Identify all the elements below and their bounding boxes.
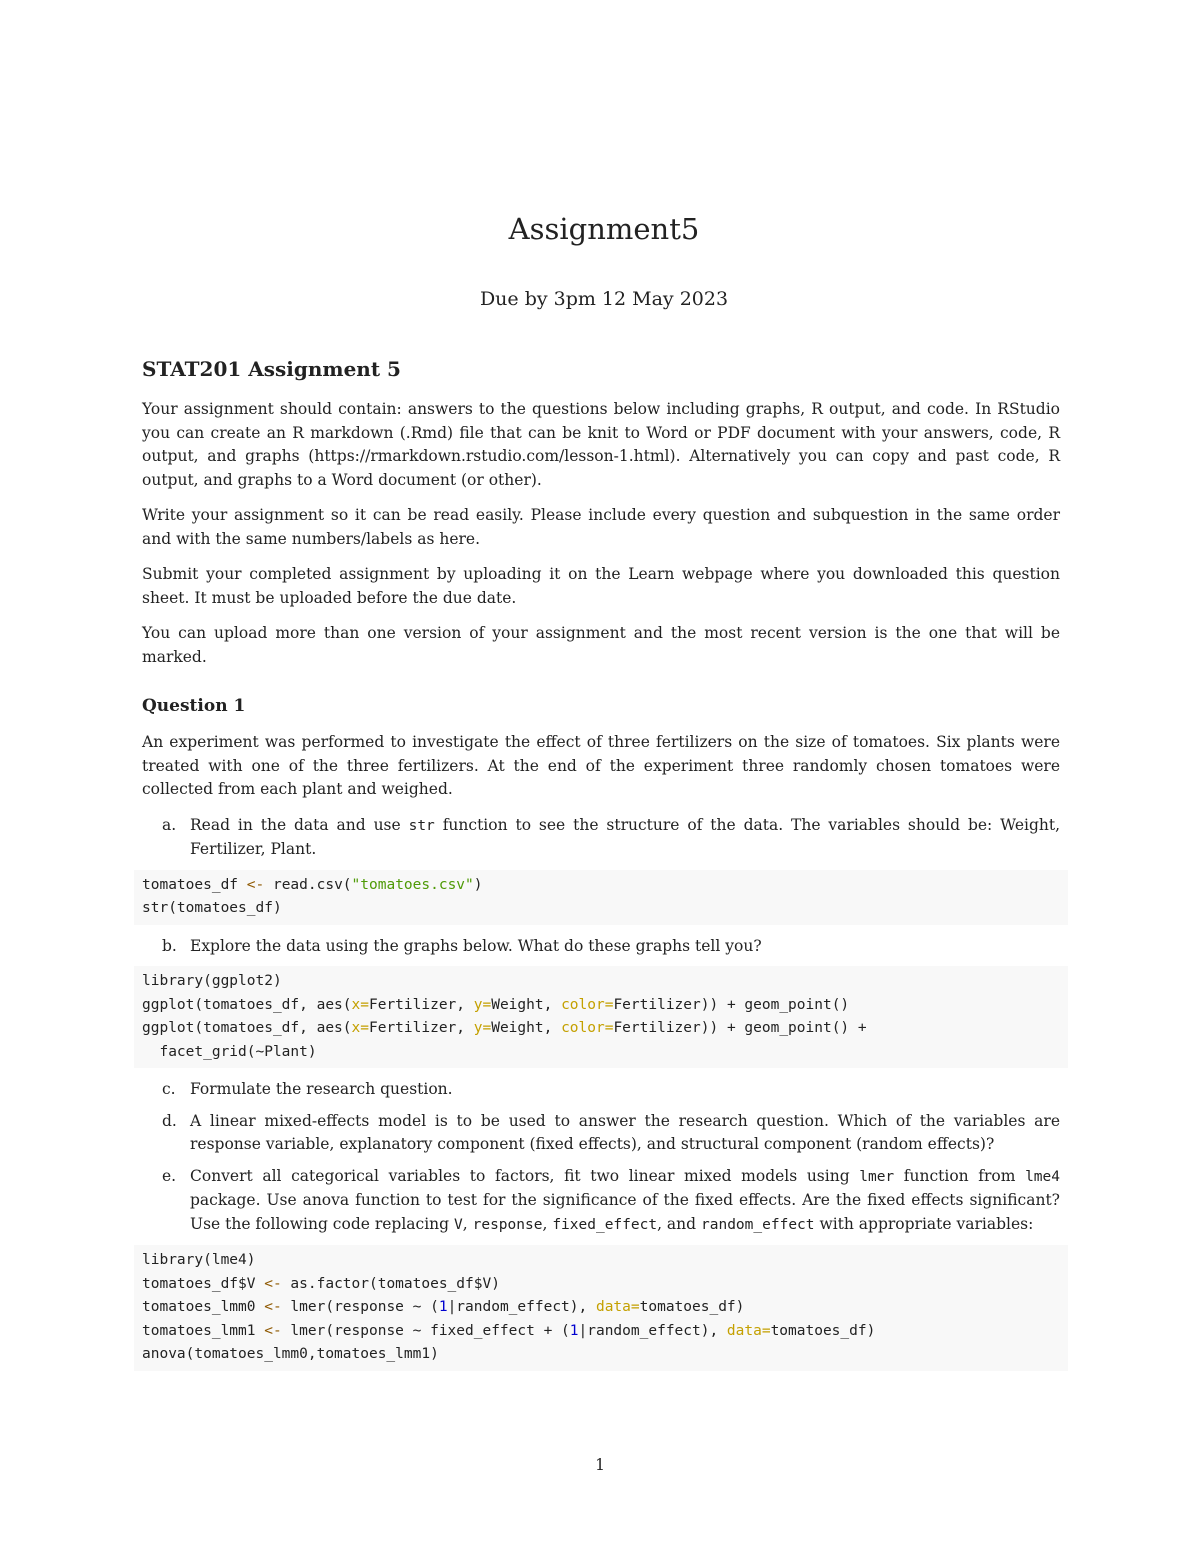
inline-code: str [408,817,435,834]
due-date: Due by 3pm 12 May 2023 [479,288,729,310]
section-heading: STAT201 Assignment 5 [142,357,401,381]
inline-code: fixed_effect [552,1216,658,1233]
code-block-read-data: tomatoes_df <- read.csv("tomatoes.csv") str(tomatoes_df) [134,870,1068,925]
subquestion-label: e. [162,1166,177,1185]
question-1-heading: Question 1 [142,696,246,716]
readability-paragraph: Write your assignment so it can be read easily. Please include every question and subquestion in the same order and with the same numbers/labels as here. [142,506,1060,548]
subquestion-a [142,814,1060,862]
question-1-intro: An experiment was performed to investigate the effect of three fertilizers on the size of tomatoes. Six plants were treated with one of the three fertilizers. At the end of the experiment three randomly chosen tomatoes were collected from each plant and weighed. [142,733,1060,798]
subquestion-text: Formulate the research question. [190,1080,453,1098]
submission-paragraph: Submit your completed assignment by uploading it on the Learn webpage where you downloaded this question sheet. It must be uploaded before the due date. [142,565,1060,607]
document-body [142,354,1060,1381]
question-1-subquestions-b [142,935,1060,959]
subquestion-text: Explore the data using the graphs below. What do these graphs tell you? [190,936,762,955]
subquestion-b [142,935,1060,959]
subquestion-label: c. [162,1080,176,1098]
question-1-subquestions-cde [142,1078,1060,1237]
inline-code: lme4 [1025,1168,1060,1185]
intro-paragraph: Your assignment should contain: answers to the questions below including graphs, R output, and code. In RStudio you can create an R markdown (.Rmd) file that can be knit to Word or PDF document with your answers, code, R output, and graphs (https://rmarkdown.rstudio.com/lesson-1.html). Alternatively you can copy and past code, R output, and graphs to a Word document (or other). [142,400,1060,489]
subquestion-text: Read in the data and use [190,815,409,834]
question-1-subquestions [142,814,1060,862]
inline-code: random_effect [701,1216,815,1233]
versions-paragraph: You can upload more than one version of your assignment and the most recent version is the one that will be marked. [142,624,1060,666]
inline-code: V [454,1216,463,1233]
page-number: 1 [595,1456,605,1474]
inline-code: lmer [859,1168,895,1185]
subquestion-label: d. [162,1111,177,1130]
code-block-ggplot: library(ggplot2) ggplot(tomatoes_df, aes(x=Fertilizer, y=Weight, color=Fertilizer)) + geom_point() ggplot(tomatoes_df, aes(x=Fertilizer, y=Weight, color=Fertilizer)) + geom_point() + facet_grid(~Plant) [134,966,1068,1068]
subquestion-text: A linear mixed-effects model is to be used to answer the research question. Which of the variables are response variable, explanatory component (fixed effects), and structural component (random effects)? [190,1111,1060,1153]
subquestion-label: b. [162,936,177,955]
subquestion-label: a. [162,815,177,834]
subquestion-e: e. Convert all categorical variables to factors, fit two linear mixed models using lmer function from lme4 package. Use anova function to test for the significance of the fixed effects. Are the fixed effects significant? Use the following code replacing V, response, fixed_effect, and random_effect with appropriate variables: [162,1166,1060,1233]
subquestion-c [142,1078,1060,1102]
subquestion-text: function to see the structure of the data. The variables should be: Weight, Fertilizer, Plant. [190,815,1061,858]
code-block-lmer: library(lme4) tomatoes_df$V <- as.factor(tomatoes_df$V) tomatoes_lmm0 <- lmer(response ~ (1|random_effect), data=tomatoes_df) tomatoes_lmm1 <- lmer(response ~ fixed_effect + (1|random_effect), data=tomatoes_df) anova(tomatoes_lmm0,tomatoes_lmm1) [134,1245,1068,1371]
document-title: Assignment5 [508,212,700,246]
subquestion-d [142,1110,1060,1157]
inline-code: response [472,1216,543,1233]
